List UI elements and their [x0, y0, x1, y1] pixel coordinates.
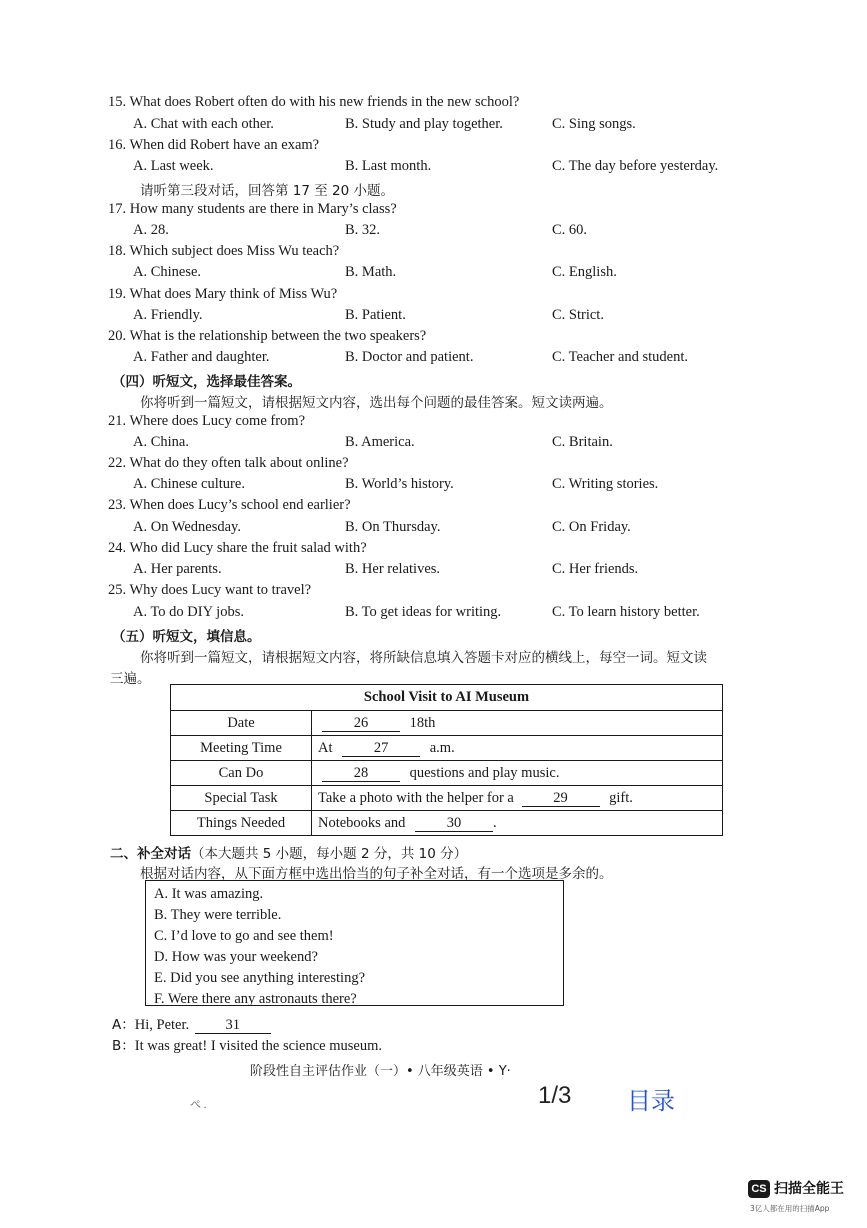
section4-instruction: 你将听到一篇短文，请根据短文内容，选出每个问题的最佳答案。短文读两遍。 — [140, 395, 613, 411]
dialog3-instruction: 请听第三段对话，回答第 17 至 20 小题。 — [140, 183, 395, 199]
option-b: B. World’s history. — [345, 476, 454, 492]
footer-mark: ぺ . — [190, 1099, 207, 1111]
answer-blank[interactable]: 28 — [322, 766, 400, 782]
dialogue-line-a — [112, 1013, 271, 1034]
option-c: C. Strict. — [552, 307, 604, 323]
option-a: A. Last week. — [133, 158, 214, 174]
section5-instruction: 你将听到一篇短文，请根据短文内容，将所缺信息填入答题卡对应的横线上，每空一词。短文读 — [140, 650, 707, 666]
option-b: B. Study and play together. — [345, 116, 503, 132]
option-c: C. On Friday. — [552, 519, 631, 535]
option-c: C. To learn history better. — [552, 604, 700, 620]
info-table — [170, 684, 723, 836]
option-c: C. Sing songs. — [552, 116, 636, 132]
option-a: A. Friendly. — [133, 307, 203, 323]
table-row — [171, 736, 723, 761]
question-text: 18. Which subject does Miss Wu teach? — [108, 243, 340, 259]
option-b: B. Doctor and patient. — [345, 349, 474, 365]
watermark-name: 扫描全能王 — [774, 1181, 844, 1197]
option-b: B. Math. — [345, 264, 397, 280]
row-text-after: a.m. — [429, 739, 455, 756]
option-b: B. America. — [345, 434, 415, 450]
option-a: A. Chinese culture. — [133, 476, 245, 492]
row-text-after: gift. — [609, 789, 633, 806]
section5-title: （五）听短文，填信息。 — [112, 629, 261, 645]
option-b: B. 32. — [345, 222, 381, 238]
speaker-label: A： — [112, 1017, 135, 1033]
option-c: C. Writing stories. — [552, 476, 659, 492]
row-content — [312, 761, 723, 786]
option-c: C. Teacher and student. — [552, 349, 689, 365]
row-text-before: Take a photo with the helper for a — [318, 789, 518, 806]
option-a: A. Father and daughter. — [133, 349, 270, 365]
question-text: 21. Where does Lucy come from? — [108, 413, 306, 429]
footer-title: 阶段性自主评估作业（一）• 八年级英语 • Y· — [250, 1064, 511, 1079]
option-a: A. On Wednesday. — [133, 519, 241, 535]
question-text: 17. How many students are there in Mary’s class? — [108, 201, 397, 217]
table-row — [171, 786, 723, 811]
part2-instruction: 根据对话内容，从下面方框中选出恰当的句子补全对话，有一个选项是多余的。 — [140, 866, 613, 882]
option-a: A. To do DIY jobs. — [133, 604, 244, 620]
option-item: F. Were there any astronauts there? — [154, 991, 357, 1007]
camscanner-logo-icon: CS — [748, 1180, 770, 1198]
option-item: B. They were terrible. — [154, 907, 282, 923]
row-label: Date — [171, 711, 312, 736]
option-a: A. Her parents. — [133, 561, 222, 577]
speaker-label: B： — [112, 1038, 135, 1054]
option-a: A. Chat with each other. — [133, 116, 274, 132]
watermark-tagline: 3亿人都在用的扫描App — [750, 1204, 830, 1213]
option-a: A. China. — [133, 434, 189, 450]
section4-title: （四）听短文，选择最佳答案。 — [112, 374, 301, 390]
option-c: C. 60. — [552, 222, 588, 238]
row-content — [312, 811, 723, 836]
question-text: 20. What is the relationship between the two speakers? — [108, 328, 427, 344]
option-c: C. English. — [552, 264, 617, 280]
option-b: B. To get ideas for writing. — [345, 604, 502, 620]
question-text: 25. Why does Lucy want to travel? — [108, 582, 312, 598]
row-text-after: 18th — [409, 714, 436, 731]
question-text: 16. When did Robert have an exam? — [108, 137, 320, 153]
part2-header — [110, 842, 467, 863]
row-label: Special Task — [171, 786, 312, 811]
answer-blank[interactable]: 31 — [195, 1018, 271, 1034]
part2-score: （本大题共 5 小题，每小题 2 分，共 10 分） — [191, 846, 468, 862]
row-text-after: . — [493, 814, 497, 831]
row-content — [312, 736, 723, 761]
answer-blank[interactable]: 26 — [322, 716, 400, 732]
row-content — [312, 786, 723, 811]
answer-blank[interactable]: 29 — [522, 791, 600, 807]
row-content — [312, 711, 723, 736]
answer-blank[interactable]: 27 — [342, 741, 420, 757]
option-item: A. It was amazing. — [154, 886, 264, 902]
table-row — [171, 811, 723, 836]
option-item: C. I’d love to go and see them! — [154, 928, 334, 944]
dialogue-line-b — [112, 1034, 382, 1055]
question-text: 15. What does Robert often do with his new friends in the new school? — [108, 94, 520, 110]
option-b: B. Last month. — [345, 158, 432, 174]
option-c: C. Britain. — [552, 434, 613, 450]
toc-link[interactable]: 目录 — [627, 1087, 675, 1115]
part2-title: 二、补全对话 — [110, 846, 191, 862]
row-text-before: At — [318, 739, 337, 756]
option-a: A. 28. — [133, 222, 169, 238]
row-label: Meeting Time — [171, 736, 312, 761]
question-text: 23. When does Lucy’s school end earlier? — [108, 497, 351, 513]
row-label: Things Needed — [171, 811, 312, 836]
option-b: B. Patient. — [345, 307, 406, 323]
option-a: A. Chinese. — [133, 264, 202, 280]
answer-blank[interactable]: 30 — [415, 816, 493, 832]
dialogue-text: It was great! I visited the science museum. — [134, 1038, 382, 1054]
table-row — [171, 711, 723, 736]
option-c: C. The day before yesterday. — [552, 158, 719, 174]
option-item: E. Did you see anything interesting? — [154, 970, 366, 986]
dialogue-text: Hi, Peter. — [134, 1017, 190, 1033]
question-text: 19. What does Mary think of Miss Wu? — [108, 286, 338, 302]
table-row — [171, 761, 723, 786]
option-item: D. How was your weekend? — [154, 949, 318, 965]
question-text: 22. What do they often talk about online? — [108, 455, 349, 471]
question-text: 24. Who did Lucy share the fruit salad with? — [108, 540, 367, 556]
options-box — [145, 880, 564, 1006]
page-indicator: 1/3 — [538, 1082, 572, 1109]
row-text-before: Notebooks and — [318, 814, 410, 831]
option-c: C. Her friends. — [552, 561, 639, 577]
option-b: B. Her relatives. — [345, 561, 441, 577]
row-label: Can Do — [171, 761, 312, 786]
row-text-after: questions and play music. — [409, 764, 560, 781]
section5-instruction-cont: 三遍。 — [110, 671, 151, 687]
table-title: School Visit to AI Museum — [171, 685, 723, 711]
option-b: B. On Thursday. — [345, 519, 441, 535]
